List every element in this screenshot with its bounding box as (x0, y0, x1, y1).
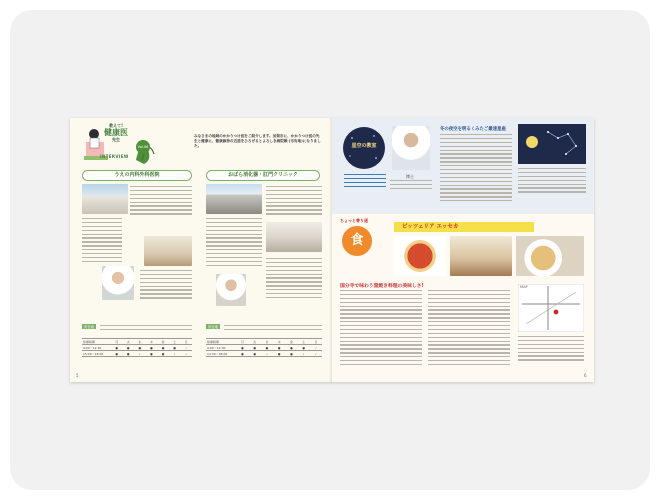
issue-badge: Vol.06 (136, 140, 150, 154)
pizza-article-col1 (340, 290, 422, 368)
clinic-a-info-label: 所在地 (84, 325, 95, 329)
doctor-caption: 博士 (406, 174, 414, 179)
clinic-a-body-text-3 (140, 270, 192, 301)
series-title: 教えて! 健康医 先生 (104, 123, 128, 142)
right-page-number: 6 (584, 373, 587, 378)
pasta-photo (516, 236, 584, 276)
star-column-lead (344, 174, 386, 190)
table-row: 15:00〜18:00 ● ● / ● ● / / (82, 351, 192, 357)
pizza-shop-banner: ピッツェリア エッセカ (394, 222, 534, 232)
clinic-b-body-text-2 (206, 218, 262, 269)
clinic-b-hours-table (206, 338, 322, 357)
clinic-a-title: うえの内科外科医院 (82, 170, 192, 181)
clinic-a-building-photo (82, 184, 128, 214)
clinic-b-body-text-3 (266, 258, 322, 301)
clinic-b-body-text (266, 186, 322, 217)
table-row: 14:30〜18:00 ● ● / ● ● / / (206, 351, 322, 357)
star-column-badge-label: 星空の教室 (351, 143, 377, 149)
clinic-b-doctor-photo (216, 274, 246, 306)
clinic-b-info-label: 所在地 (208, 325, 219, 329)
pizza-photo (394, 236, 446, 276)
star-column-title: 冬の夜空を明るくみたご最速星座 (440, 127, 506, 132)
left-page (70, 118, 332, 382)
pizza-article-col2 (428, 290, 510, 368)
clinic-b-address (224, 325, 322, 333)
clinic-a-doctor-photo (102, 266, 134, 300)
table-row: 診療時間 月 火 水 木 金 土 日 (206, 339, 322, 345)
shop-info (518, 336, 584, 363)
pizza-corner-badge: 食 (342, 226, 372, 256)
interview-label: INTERVIEW (100, 154, 129, 159)
left-page-number: 5 (76, 373, 79, 378)
clinic-b-interior-photo (266, 222, 322, 252)
constellation-illustration (518, 124, 586, 164)
right-page (332, 118, 594, 382)
doctor-portrait-photo (392, 126, 430, 170)
pizza-article-headline: 国分寺で味わう窯焼き料理の美味しさ! (340, 284, 424, 289)
clinic-b-building-photo (206, 184, 262, 214)
star-column-body-2 (518, 168, 586, 195)
clinic-a-hours-table (82, 338, 192, 357)
clinic-a-body-text (130, 186, 192, 217)
star-column-body (440, 134, 512, 204)
clinic-a-address (100, 325, 192, 333)
doctor-profile (390, 180, 432, 192)
restaurant-interior-photo (450, 236, 512, 276)
map-label: MAP (520, 285, 528, 289)
clinic-a-interior-photo (144, 236, 192, 266)
intro-text: みなさまの地域のかかりつけ医をご紹介します。加賀市に、かかりつけ医の先生と健康に、健康維持の近道をひろげるとよろしき病院順 (市有地)になりました。 (194, 134, 321, 149)
shop-map (518, 284, 584, 332)
table-row: 9:00〜12:30 ● ● ● ● ● ● / (206, 345, 322, 351)
pizza-corner-label: ちょっと寄り道 (340, 218, 368, 223)
magazine-spread (70, 118, 594, 382)
table-row: 診療時間 月 火 水 木 金 土 日 (82, 339, 192, 345)
clinic-a-body-text-2 (82, 218, 122, 265)
table-row: 9:00〜12:30 ● ● ● ● ● ● / (82, 345, 192, 351)
clinic-b-title: おばら消化器・肛門クリニック (206, 170, 320, 181)
